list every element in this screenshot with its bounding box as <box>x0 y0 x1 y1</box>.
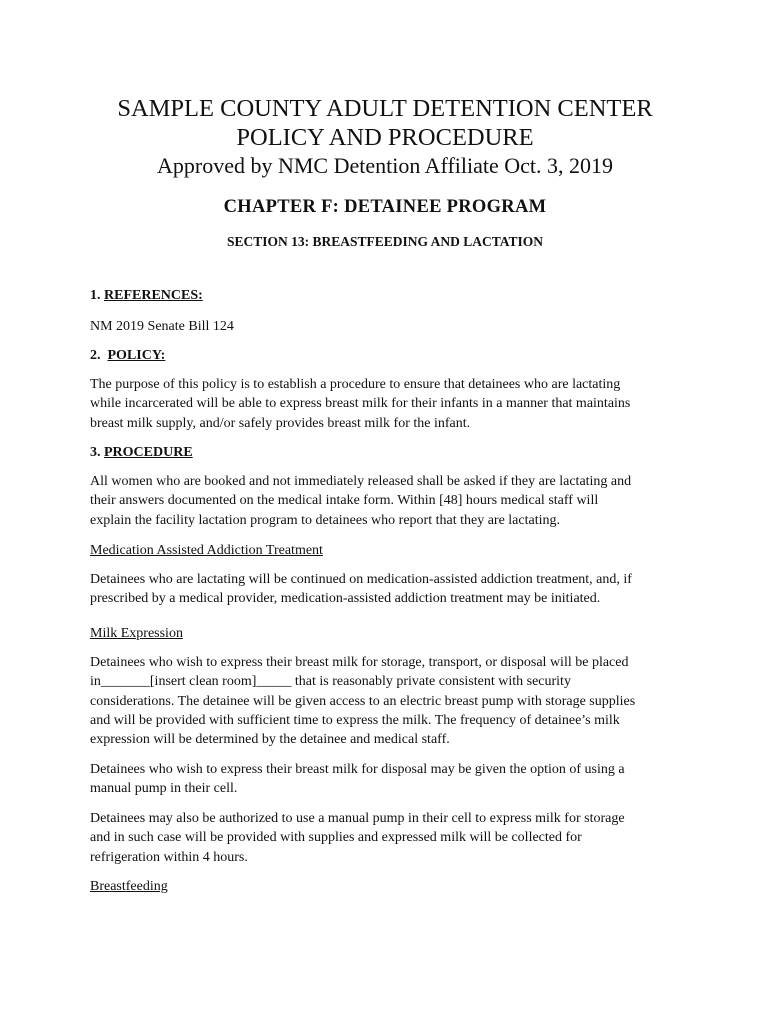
paragraph-line: refrigeration within 4 hours. <box>90 849 248 865</box>
procedure-intro-paragraph <box>90 472 690 530</box>
mat-paragraph <box>90 570 690 609</box>
mat-subheading: Medication Assisted Addiction Treatment <box>90 543 323 558</box>
policy-paragraph <box>90 375 690 433</box>
paragraph-line: explain the facility lactation program to detainees who report that they are lactating. <box>90 512 560 528</box>
paragraph-line: The purpose of this policy is to establish a procedure to ensure that detainees who are lactating <box>90 377 621 392</box>
policy-number: 2. <box>90 348 108 363</box>
paragraph-line: considerations. The detainee will be given access to an electric breast pump with storage supplies <box>90 693 636 709</box>
paragraph-line: while incarcerated will be able to express breast milk for their infants in a manner that maintains <box>90 396 631 412</box>
paragraph-line: manual pump in their cell. <box>90 781 238 797</box>
milk-expression-paragraph-1 <box>90 653 690 749</box>
section-heading: SECTION 13: BREASTFEEDING AND LACTATION <box>226 234 544 249</box>
paragraph-line: prescribed by a medical provider, medication-assisted addiction treatment may be initiated. <box>90 591 601 607</box>
paragraph-line: Detainees who wish to express their breast milk for storage, transport, or disposal will be placed <box>90 655 629 670</box>
references-text: NM 2019 Senate Bill 124 <box>90 319 234 334</box>
paragraph-line: Detainees may also be authorized to use a manual pump in their cell to express milk for storage <box>90 811 625 826</box>
procedure-number: 3. <box>90 445 104 460</box>
paragraph-line: Detainees who are lactating will be continued on medication-assisted addiction treatment, and, if <box>90 572 632 587</box>
policy-label: POLICY: <box>107 348 166 363</box>
policy-heading <box>90 346 690 365</box>
milk-expression-paragraph-3 <box>90 809 690 867</box>
paragraph-line: Detainees who wish to express their breast milk for disposal may be given the option of using a <box>90 762 625 777</box>
document-title-line1: SAMPLE COUNTY ADULT DETENTION CENTER <box>117 95 653 122</box>
references-label: REFERENCES: <box>104 288 203 303</box>
paragraph-line: All women who are booked and not immediately released shall be asked if they are lactating and <box>90 474 632 489</box>
paragraph-line: breast milk supply, and/or safely provides breast milk for the infant. <box>90 415 471 431</box>
paragraph-line: and will be provided with sufficient time to express the milk. The frequency of detainee’s milk <box>90 712 620 728</box>
chapter-heading: CHAPTER F: DETAINEE PROGRAM <box>223 197 547 217</box>
references-heading <box>90 286 690 305</box>
milk-expression-subheading: Milk Expression <box>90 626 183 641</box>
procedure-label: PROCEDURE <box>104 445 193 460</box>
paragraph-line: and in such case will be provided with supplies and expressed milk will be collected for <box>90 830 582 846</box>
references-number: 1. <box>90 288 104 303</box>
breastfeeding-subheading: Breastfeeding <box>90 879 168 894</box>
paragraph-line: their answers documented on the medical intake form. Within [48] hours medical staff will <box>90 493 599 509</box>
document-title-line2: POLICY AND PROCEDURE <box>236 124 534 151</box>
milk-expression-paragraph-2 <box>90 760 690 799</box>
approval-line: Approved by NMC Detention Affiliate Oct. 3, 2019 <box>156 153 614 178</box>
procedure-heading <box>90 443 690 462</box>
paragraph-line: expression will be determined by the detainee and medical staff. <box>90 732 450 748</box>
paragraph-line: in_______[insert clean room]_____ that is reasonably private consistent with security <box>90 674 571 690</box>
